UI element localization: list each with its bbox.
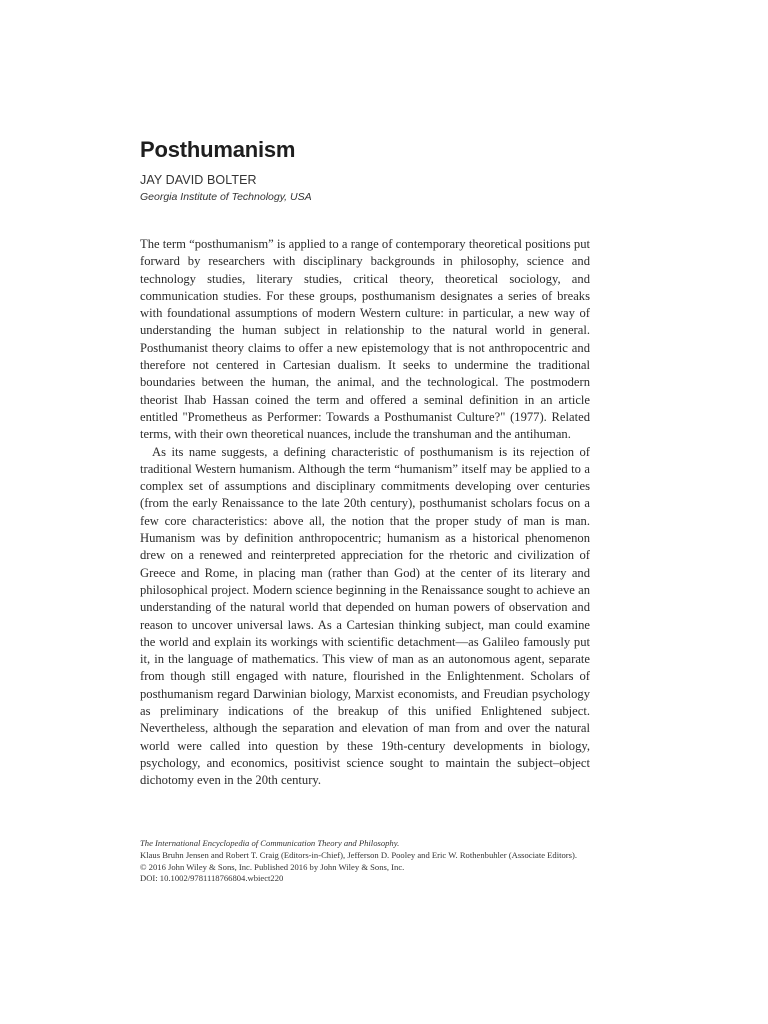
publication-footer [140,838,600,885]
body-paragraph-2: As its name suggests, a defining characteristic of posthumanism is its rejection of traditional Western humanism. Although the term “humanism” itself may be applied to a complex set of assumptions and disciplinary commitments developing over centuries (from the early Renaissance to the late 20th century), posthumanist scholars focus on a few core characteristics: above all, the notion that the proper study of man is man. Humanism was by definition anthropocentric; humanism as a historical phenomenon drew on a renewed and reinterpreted appreciation for the rhetoric and civilization of Greece and Rome, in placing man (rather than God) at the center of its literary and philosophical project. Modern science beginning in the Renaissance sought to achieve an understanding of the natural world that depended on human powers of observation and reason to uncover universal laws. As a Cartesian thinking subject, man could examine the world and explain its workings with scientific detachment—as Galileo famously put it, in the language of mathematics. This view of man as an autonomous agent, separate from though still engaged with nature, flourished in the Enlightenment. Scholars of posthumanism regard Darwinian biology, Marxist economists, and Freudian psychology as preliminary indications of the breakup of this unified Enlightened subject. Nevertheless, although the separation and elevation of man from and over the natural world were called into question by these 19th-century developments in biology, psychology, and economics, positivist science sought to maintain the subject–object dichotomy even in the 20th century. [140,444,590,788]
author-affiliation: Georgia Institute of Technology, USA [140,191,312,203]
doi-line: DOI: 10.1002/9781118766804.wbiect220 [140,873,284,884]
encyclopedia-title: The International Encyclopedia of Communication Theory and Philosophy. [140,838,400,848]
copyright-line: © 2016 John Wiley & Sons, Inc. Published 2016 by John Wiley & Sons, Inc. [140,861,405,872]
body-paragraph-1: The term “posthumanism” is applied to a range of contemporary theoretical positions put forward by researchers with disciplinary backgrounds in philosophy, science and technology studies, literary studies, critical theory, theoretical sociology, and communication studies. For these groups, posthumanism designates a series of breaks with foundational assumptions of modern Western culture: in particular, a new way of understanding the human subject in relationship to the natural world in general. Posthumanist theory claims to offer a new epistemology that is not anthropocentric and therefore not centered in Cartesian dualism. It seeks to undermine the traditional boundaries between the human, the animal, and the technological. The postmodern theorist Ihab Hassan coined the term and offered a seminal definition in an article entitled "Prometheus as Performer: Towards a Posthumanist Culture?" (1977). Related terms, with their own theoretical nuances, include the transhuman and the antihuman. [140,237,590,442]
author-name: JAY DAVID BOLTER [140,173,257,187]
editors-line: Klaus Bruhn Jensen and Robert T. Craig (Editors-in-Chief), Jefferson D. Pooley and Eric W. Rothenbuhler (Associate Editors). [140,849,578,860]
article-title: Posthumanism [140,137,296,162]
article-header [140,137,600,204]
article-body [140,236,590,790]
